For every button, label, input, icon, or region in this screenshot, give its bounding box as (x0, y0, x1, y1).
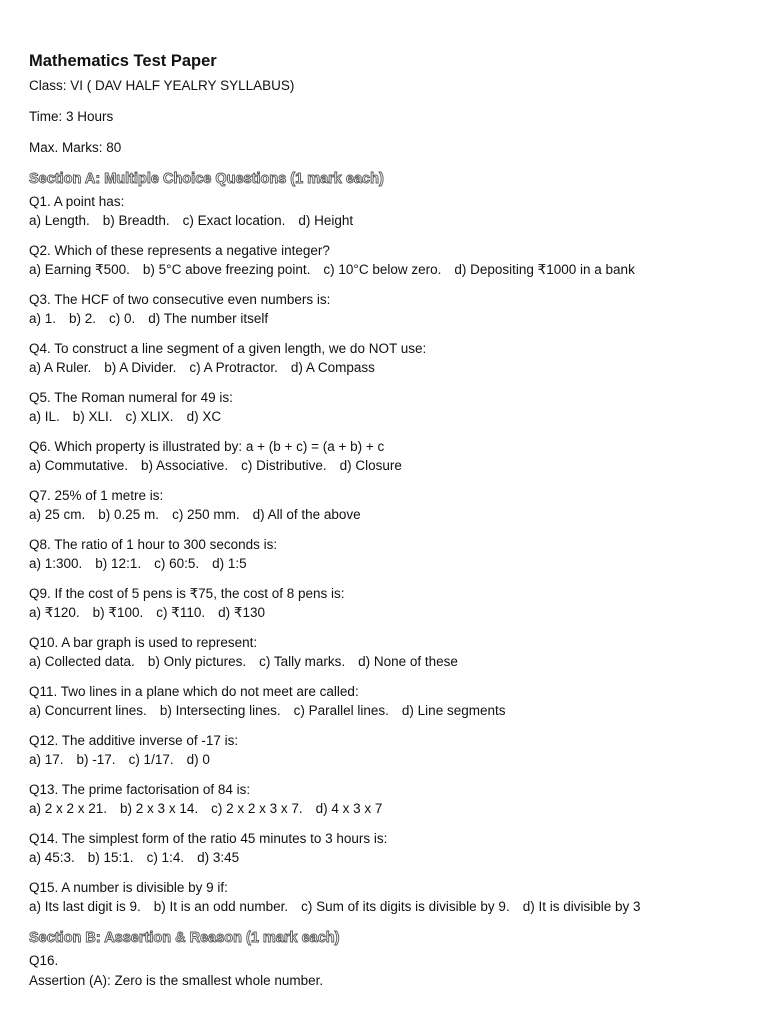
question-item (29, 535, 768, 574)
option-c: c) XLIX. (125, 409, 174, 424)
option-a: a) Earning ₹500. (29, 262, 130, 277)
option-d: d) 0 (186, 752, 210, 767)
option-a: a) ₹120. (29, 605, 80, 620)
option-b: b) Breadth. (102, 213, 170, 228)
question-item (29, 780, 768, 819)
question-item (29, 682, 768, 721)
option-c: c) ₹110. (156, 605, 206, 620)
question-options (29, 260, 768, 280)
option-b: b) 15:1. (87, 850, 134, 865)
option-a: a) A Ruler. (29, 360, 92, 375)
option-d: d) All of the above (252, 507, 361, 522)
question-stem: Q8. The ratio of 1 hour to 300 seconds is: (29, 537, 278, 552)
question-options (29, 211, 768, 231)
option-d: d) 1:5 (212, 556, 247, 571)
question-options (29, 897, 768, 917)
option-d: d) A Compass (290, 360, 375, 375)
option-c: c) A Protractor. (189, 360, 278, 375)
question-options (29, 309, 768, 329)
question-options (29, 848, 768, 868)
option-a: a) 45:3. (29, 850, 75, 865)
option-c: c) Parallel lines. (293, 703, 389, 718)
max-marks-line: Max. Marks: 80 (29, 140, 122, 155)
option-b: b) -17. (76, 752, 116, 767)
question-stem: Q10. A bar graph is used to represent: (29, 635, 258, 650)
question-options (29, 750, 768, 770)
section-a-heading: Section A: Multiple Choice Questions (1 mark each) (29, 171, 384, 187)
question-options (29, 701, 768, 721)
option-a: a) 2 x 2 x 21. (29, 801, 108, 816)
option-d: d) Line segments (401, 703, 506, 718)
option-d: d) Depositing ₹1000 in a bank (454, 262, 635, 277)
question-item (29, 339, 768, 378)
question-stem: Q5. The Roman numeral for 49 is: (29, 390, 233, 405)
question-item (29, 486, 768, 525)
option-d: d) ₹130 (218, 605, 265, 620)
question-stem: Q3. The HCF of two consecutive even numbers is: (29, 292, 331, 307)
question-options (29, 799, 768, 819)
option-c: c) 250 mm. (172, 507, 240, 522)
option-d: d) Height (298, 213, 354, 228)
question-item (29, 437, 768, 476)
question-stem: Q4. To construct a line segment of a given length, we do NOT use: (29, 341, 427, 356)
question-item (29, 829, 768, 868)
question-stem: Q7. 25% of 1 metre is: (29, 488, 164, 503)
option-c: c) Sum of its digits is divisible by 9. (301, 899, 510, 914)
option-a: a) Commutative. (29, 458, 129, 473)
option-b: b) 12:1. (95, 556, 142, 571)
class-line: Class: VI ( DAV HALF YEALRY SYLLABUS) (29, 78, 295, 93)
option-a: a) IL. (29, 409, 60, 424)
paper-title: Mathematics Test Paper (29, 52, 217, 70)
section-b-heading: Section B: Assertion & Reason (1 mark each) (29, 930, 340, 946)
question-stem: Q14. The simplest form of the ratio 45 minutes to 3 hours is: (29, 831, 388, 846)
question-options (29, 407, 768, 427)
q16-label: Q16. (29, 953, 59, 968)
option-b: b) Intersecting lines. (159, 703, 281, 718)
q16-assertion: Assertion (A): Zero is the smallest whole number. (29, 973, 324, 988)
question-stem: Q9. If the cost of 5 pens is ₹75, the cost of 8 pens is: (29, 586, 345, 601)
option-d: d) 3:45 (197, 850, 240, 865)
option-c: c) Distributive. (241, 458, 327, 473)
option-b: b) 5°C above freezing point. (142, 262, 311, 277)
question-stem: Q12. The additive inverse of -17 is: (29, 733, 239, 748)
option-a: a) Collected data. (29, 654, 135, 669)
option-b: b) Associative. (141, 458, 229, 473)
question-item (29, 584, 768, 623)
question-options (29, 554, 768, 574)
question-item (29, 878, 768, 917)
option-a: a) Its last digit is 9. (29, 899, 141, 914)
question-options (29, 505, 768, 525)
option-b: b) 2 x 3 x 14. (120, 801, 199, 816)
option-a: a) 17. (29, 752, 64, 767)
option-a: a) 1. (29, 311, 57, 326)
question-stem: Q15. A number is divisible by 9 if: (29, 880, 228, 895)
option-a: a) Concurrent lines. (29, 703, 147, 718)
option-d: d) Closure (339, 458, 402, 473)
option-b: b) 0.25 m. (98, 507, 160, 522)
option-b: b) It is an odd number. (153, 899, 289, 914)
question-item (29, 388, 768, 427)
question-item (29, 192, 768, 231)
section-a-questions (29, 192, 768, 917)
option-b: b) XLI. (72, 409, 113, 424)
option-b: b) A Divider. (104, 360, 177, 375)
option-a: a) Length. (29, 213, 90, 228)
option-c: c) Exact location. (182, 213, 286, 228)
option-d: d) The number itself (148, 311, 269, 326)
option-d: d) XC (186, 409, 222, 424)
option-c: c) 0. (109, 311, 136, 326)
option-a: a) 25 cm. (29, 507, 86, 522)
option-d: d) None of these (358, 654, 458, 669)
time-line: Time: 3 Hours (29, 109, 114, 124)
option-b: b) Only pictures. (147, 654, 247, 669)
question-options (29, 456, 768, 476)
question-options (29, 358, 768, 378)
option-d: d) 4 x 3 x 7 (315, 801, 383, 816)
question-options (29, 603, 768, 623)
option-c: c) 60:5. (154, 556, 200, 571)
question-item (29, 241, 768, 280)
option-b: b) ₹100. (92, 605, 144, 620)
question-item (29, 633, 768, 672)
question-stem: Q2. Which of these represents a negative integer? (29, 243, 330, 258)
option-c: c) 1/17. (128, 752, 174, 767)
question-stem: Q1. A point has: (29, 194, 125, 209)
option-c: c) Tally marks. (259, 654, 346, 669)
question-stem: Q13. The prime factorisation of 84 is: (29, 782, 251, 797)
question-stem: Q11. Two lines in a plane which do not meet are called: (29, 684, 359, 699)
question-item (29, 731, 768, 770)
option-a: a) 1:300. (29, 556, 83, 571)
option-d: d) It is divisible by 3 (522, 899, 641, 914)
option-c: c) 10°C below zero. (323, 262, 442, 277)
question-stem: Q6. Which property is illustrated by: a + (b + c) = (a + b) + c (29, 439, 385, 454)
option-b: b) 2. (69, 311, 97, 326)
question-item (29, 290, 768, 329)
option-c: c) 1:4. (146, 850, 185, 865)
option-c: c) 2 x 2 x 3 x 7. (211, 801, 303, 816)
question-options (29, 652, 768, 672)
